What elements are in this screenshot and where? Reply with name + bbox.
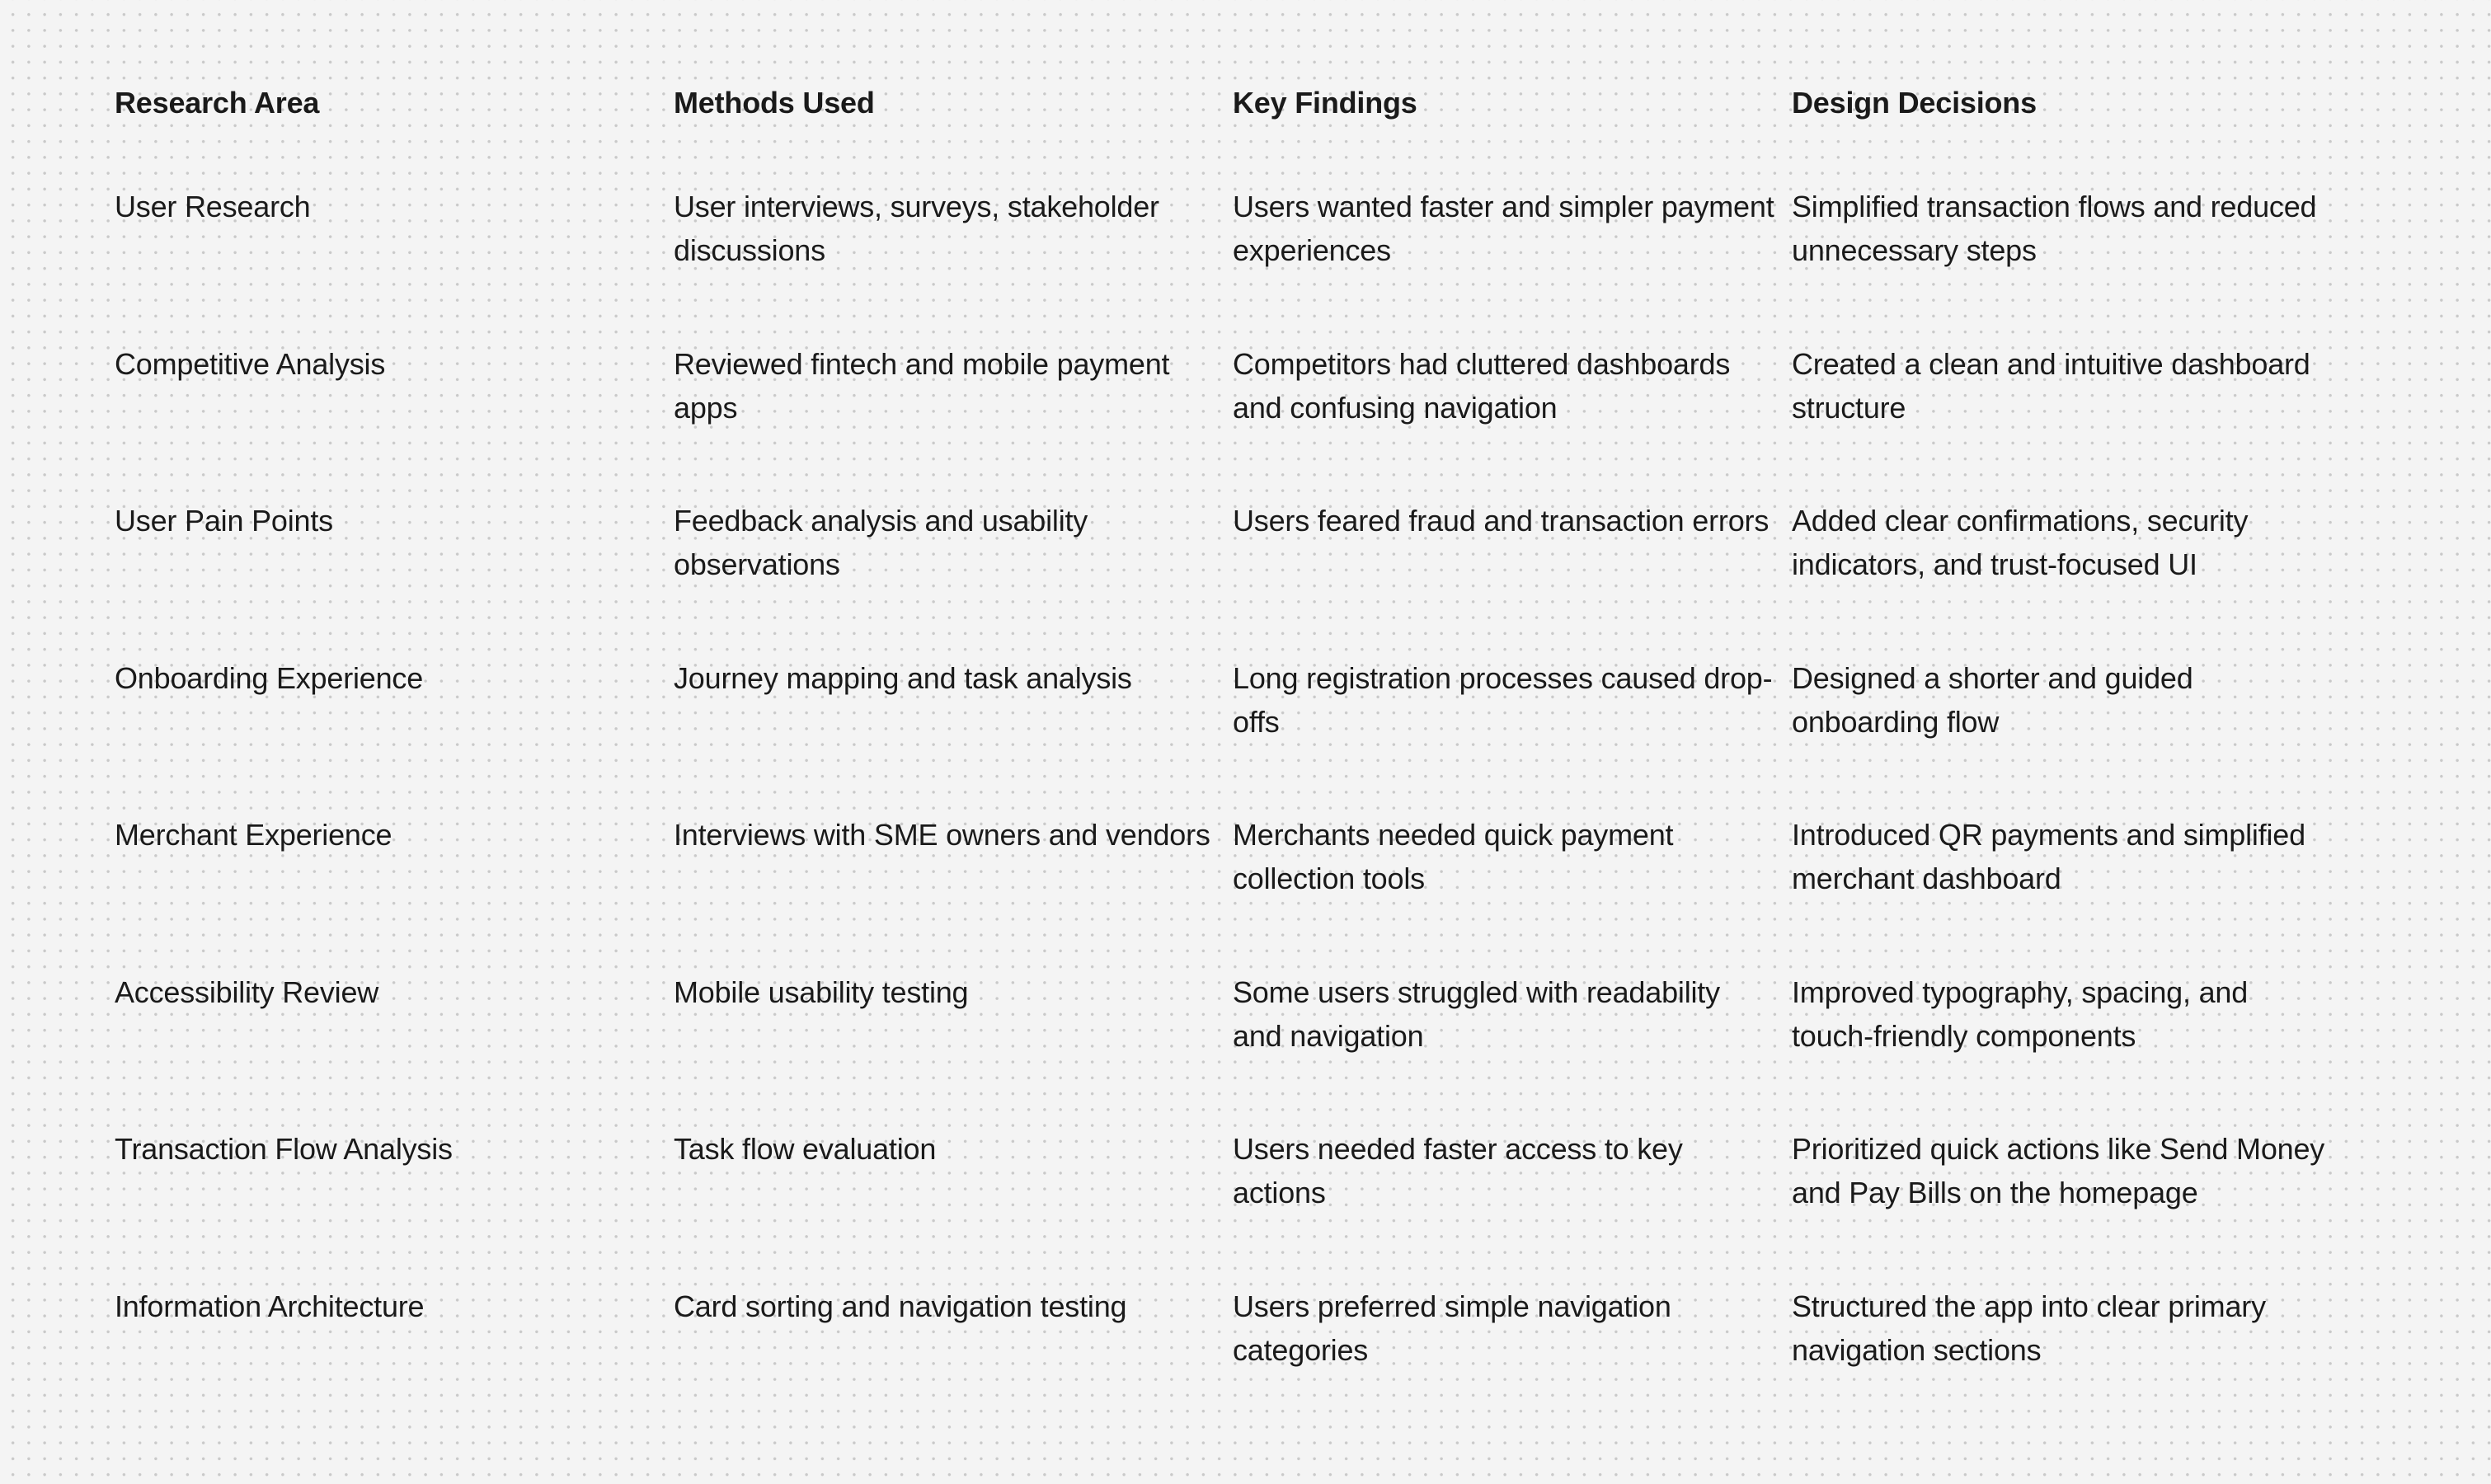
research-area-cell: User Research	[115, 190, 311, 223]
research-area-cell: Information Architecture	[115, 1289, 425, 1323]
column-header-key-findings: Key Findings	[1233, 86, 1417, 120]
column-header-design-decisions: Design Decisions	[1792, 86, 2037, 120]
key-findings-cell: Competitors had cluttered dashboards and confusing navigation	[1233, 346, 1731, 425]
methods-used-cell: Task flow evaluation	[674, 1132, 937, 1166]
design-decisions-cell: Introduced QR payments and simplified merchant dashboard	[1792, 818, 2305, 895]
key-findings-cell: Users needed faster access to key actions	[1233, 1132, 1683, 1209]
key-findings-cell: Long registration processes caused drop-offs	[1233, 660, 1773, 739]
key-findings-cell: Merchants needed quick payment collection tools	[1233, 818, 1674, 895]
research-area-cell: Onboarding Experience	[115, 660, 424, 695]
methods-used-cell: Feedback analysis and usability observations	[674, 504, 1088, 581]
key-findings-cell: Users feared fraud and transaction errors	[1233, 504, 1770, 538]
methods-used-cell: Card sorting and navigation testing	[674, 1289, 1127, 1323]
research-table	[115, 81, 2357, 1441]
research-area-cell: Merchant Experience	[115, 818, 392, 852]
design-decisions-cell: Prioritized quick actions like Send Money and Pay Bills on the homepage	[1792, 1132, 2325, 1209]
key-findings-cell: Users preferred simple navigation categories	[1233, 1289, 1671, 1367]
design-decisions-cell: Improved typography, spacing, and touch-friendly components	[1792, 974, 2249, 1053]
methods-used-cell: Mobile usability testing	[674, 974, 969, 1009]
methods-used-cell: Reviewed fintech and mobile payment apps	[674, 346, 1170, 425]
design-decisions-cell: Created a clean and intuitive dashboard structure	[1792, 346, 2310, 425]
research-area-cell: Accessibility Review	[115, 974, 379, 1009]
design-decisions-cell: Designed a shorter and guided onboarding flow	[1792, 660, 2193, 739]
research-area-cell: Competitive Analysis	[115, 346, 386, 381]
design-decisions-cell: Structured the app into clear primary navigation sections	[1792, 1289, 2266, 1367]
design-decisions-cell: Simplified transaction flows and reduced unnecessary steps	[1792, 190, 2317, 267]
methods-used-cell: Journey mapping and task analysis	[674, 660, 1132, 695]
key-findings-cell: Some users struggled with readability and navigation	[1233, 974, 1720, 1053]
methods-used-cell: Interviews with SME owners and vendors	[674, 818, 1210, 852]
research-area-cell: User Pain Points	[115, 504, 333, 538]
design-decisions-cell: Added clear confirmations, security indicators, and trust-focused UI	[1792, 504, 2249, 581]
research-area-cell: Transaction Flow Analysis	[115, 1132, 453, 1166]
column-header-methods-used: Methods Used	[674, 86, 875, 120]
key-findings-cell: Users wanted faster and simpler payment experiences	[1233, 190, 1774, 267]
column-header-research-area: Research Area	[115, 86, 320, 120]
methods-used-cell: User interviews, surveys, stakeholder discussions	[674, 190, 1159, 267]
